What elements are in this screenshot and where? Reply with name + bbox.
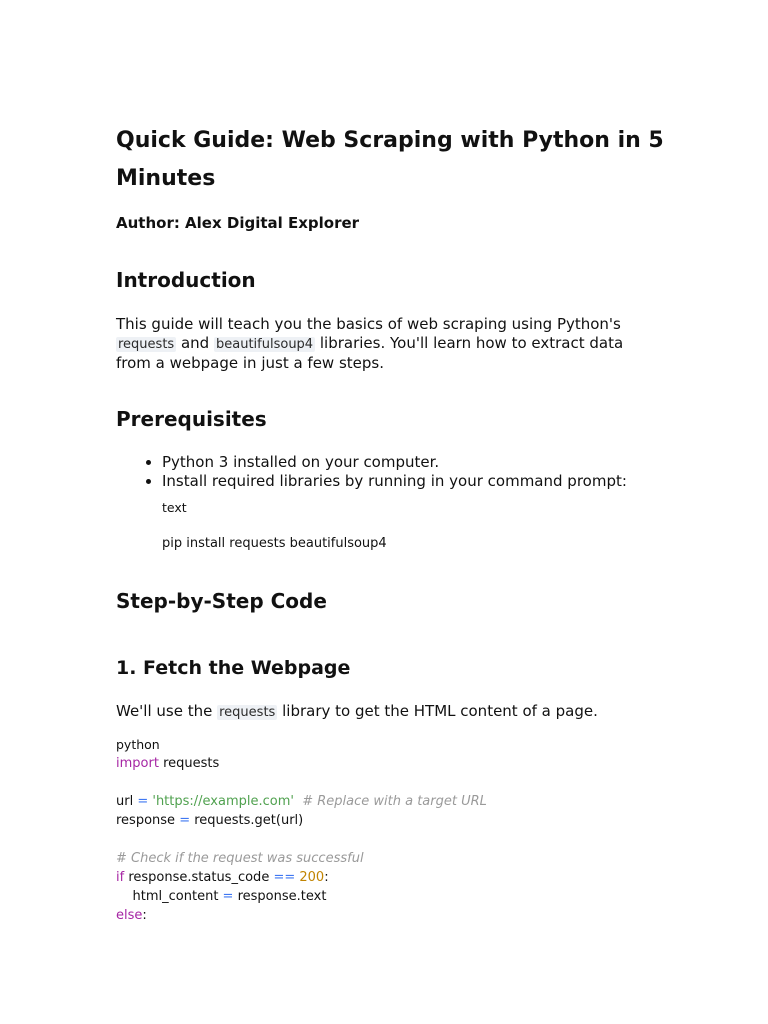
list-item: • Python 3 installed on your computer. (162, 453, 627, 472)
code-text: response.status_code (124, 870, 274, 885)
code-string: 'https://example.com' (148, 794, 294, 809)
prerequisites-list (116, 453, 627, 491)
code-line (116, 849, 364, 868)
code-language-label: text (162, 500, 187, 515)
fetch-paragraph (116, 702, 656, 722)
fetch-webpage-heading: 1. Fetch the Webpage (116, 657, 351, 679)
code-keyword: import (116, 756, 159, 771)
code-text: url (116, 794, 138, 809)
prerequisites-heading: Prerequisites (116, 407, 267, 431)
code-keyword: if (116, 870, 125, 885)
code-line (116, 887, 326, 906)
code-line (116, 754, 219, 773)
install-command: pip install requests beautifulsoup4 (162, 536, 387, 551)
code-operator: = (137, 794, 149, 809)
code-keyword: else (116, 908, 143, 923)
author-line: Author: Alex Digital Explorer (116, 214, 360, 232)
code-operator: = (179, 813, 191, 828)
code-text: response (116, 813, 180, 828)
inline-code-requests: requests (219, 705, 276, 720)
introduction-paragraph (116, 315, 656, 373)
code-line (116, 906, 147, 925)
page-title: Quick Guide: Web Scraping with Python in 5 Minutes (116, 128, 664, 191)
code-line (116, 811, 303, 830)
code-line (116, 792, 487, 811)
code-text: requests.get(url) (190, 813, 304, 828)
step-by-step-heading: Step-by-Step Code (116, 589, 327, 613)
code-text: requests (158, 756, 220, 771)
intro-text-3: libraries. You'll learn how to extract data from a webpage in just a few steps. (116, 334, 624, 372)
inline-code-requests: requests (118, 337, 175, 352)
introduction-heading: Introduction (116, 268, 256, 292)
list-item: • Install required libraries by running in your command prompt: (162, 472, 627, 491)
code-operator: = (222, 889, 234, 904)
code-text: : (324, 870, 329, 885)
code-operator: == (273, 870, 296, 885)
code-number: 200 (295, 870, 325, 885)
code-comment: # Replace with a target URL (293, 794, 487, 809)
code-text: response.text (233, 889, 327, 904)
fetch-text-1: We'll use the (116, 702, 213, 720)
intro-text-2: and (180, 334, 210, 352)
code-text: : (142, 908, 147, 923)
fetch-text-2: library to get the HTML content of a page. (282, 702, 598, 720)
inline-code-beautifulsoup4: beautifulsoup4 (216, 337, 314, 352)
code-language-label: python (116, 737, 160, 752)
code-text: html_content (116, 889, 223, 904)
intro-text-1: This guide will teach you the basics of web scraping using Python's (116, 315, 621, 333)
code-comment: # Check if the request was successful (116, 851, 364, 866)
code-line (116, 868, 329, 887)
